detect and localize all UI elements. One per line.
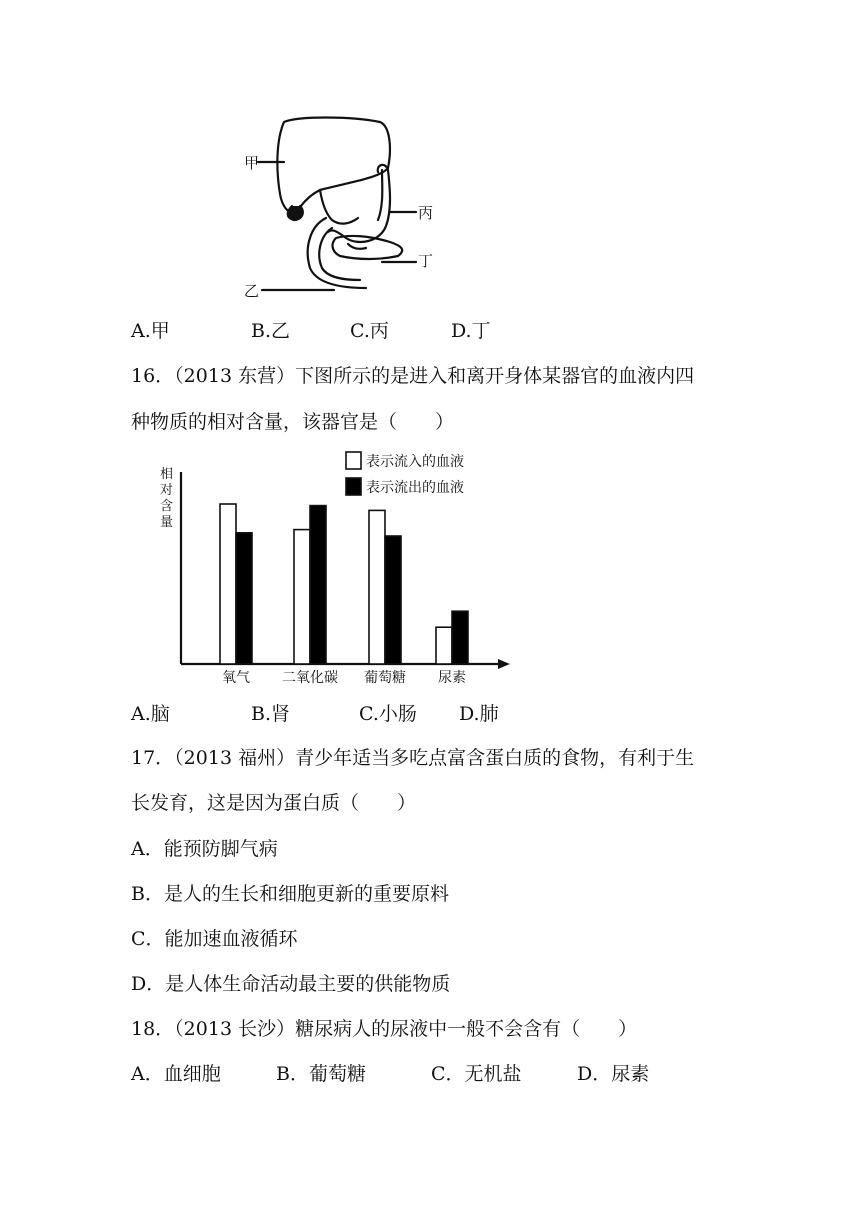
q18-option-b[interactable]: B．葡萄糖 bbox=[276, 1063, 366, 1085]
legend-swatch-0 bbox=[346, 452, 361, 469]
category-label-1: 二氧化碳 bbox=[282, 670, 338, 686]
q16-stem-line2: 种物质的相对含量，该器官是（ ） bbox=[131, 411, 455, 433]
q17-option-a[interactable]: A．能预防脚气病 bbox=[131, 838, 278, 860]
liver-outline bbox=[277, 118, 390, 215]
q15-option-d[interactable]: D.丁 bbox=[451, 320, 491, 342]
q18-stem: 18．（2013 长沙）糖尿病人的尿液中一般不会含有（ ） bbox=[131, 1018, 638, 1040]
label-yi: 乙 bbox=[244, 282, 260, 300]
q17-option-d[interactable]: D．是人体生命活动最主要的供能物质 bbox=[131, 973, 451, 995]
q17-stem-line1: 17．（2013 福州）青少年适当多吃点富含蛋白质的食物，有利于生 bbox=[131, 747, 695, 769]
category-label-0: 氧气 bbox=[222, 670, 250, 686]
legend-label-0: 表示流入的血液 bbox=[366, 454, 464, 470]
label-ding: 丁 bbox=[418, 252, 434, 270]
q16-option-a[interactable]: A.脑 bbox=[131, 703, 170, 725]
bar-outflow-3 bbox=[452, 611, 468, 664]
label-bing: 丙 bbox=[418, 204, 434, 222]
chart-x-axis-arrow bbox=[498, 659, 510, 669]
q16-stem-line1: 16．（2013 东营）下图所示的是进入和离开身体某器官的血液内四 bbox=[131, 365, 695, 387]
q17-option-c[interactable]: C．能加速血液循环 bbox=[131, 928, 298, 950]
label-jia: 甲 bbox=[244, 154, 260, 172]
bar-inflow-1 bbox=[294, 530, 310, 664]
q18-option-c[interactable]: C．无机盐 bbox=[431, 1063, 522, 1085]
pancreas-outline bbox=[333, 236, 403, 259]
legend-swatch-1 bbox=[346, 478, 361, 495]
q16-option-d[interactable]: D.肺 bbox=[459, 703, 499, 725]
bar-outflow-2 bbox=[385, 536, 401, 664]
q15-option-a[interactable]: A.甲 bbox=[131, 320, 170, 342]
bar-inflow-2 bbox=[369, 510, 385, 664]
q15-option-b[interactable]: B.乙 bbox=[251, 320, 291, 342]
bar-outflow-1 bbox=[310, 506, 326, 664]
q18-option-a[interactable]: A．血细胞 bbox=[131, 1063, 221, 1085]
legend-label-1: 表示流出的血液 bbox=[366, 480, 464, 496]
q16-option-b[interactable]: B.肾 bbox=[251, 703, 291, 725]
category-label-3: 尿素 bbox=[438, 670, 466, 686]
q18-option-d[interactable]: D．尿素 bbox=[577, 1063, 650, 1085]
bar-inflow-3 bbox=[436, 627, 452, 664]
q17-stem-line2: 长发育，这是因为蛋白质（ ） bbox=[131, 792, 417, 814]
gallbladder-outline bbox=[288, 206, 303, 220]
category-label-2: 葡萄糖 bbox=[364, 670, 406, 686]
q16-option-c[interactable]: C.小肠 bbox=[359, 703, 417, 725]
bar-inflow-0 bbox=[220, 504, 236, 664]
blood-substance-bar-chart bbox=[150, 446, 520, 690]
digestive-organs-figure bbox=[240, 110, 440, 300]
bar-outflow-0 bbox=[236, 533, 252, 664]
q17-option-b[interactable]: B．是人的生长和细胞更新的重要原料 bbox=[131, 883, 449, 905]
q15-option-c[interactable]: C.丙 bbox=[350, 320, 389, 342]
chart-ylabel: 相对含量 bbox=[160, 467, 174, 530]
